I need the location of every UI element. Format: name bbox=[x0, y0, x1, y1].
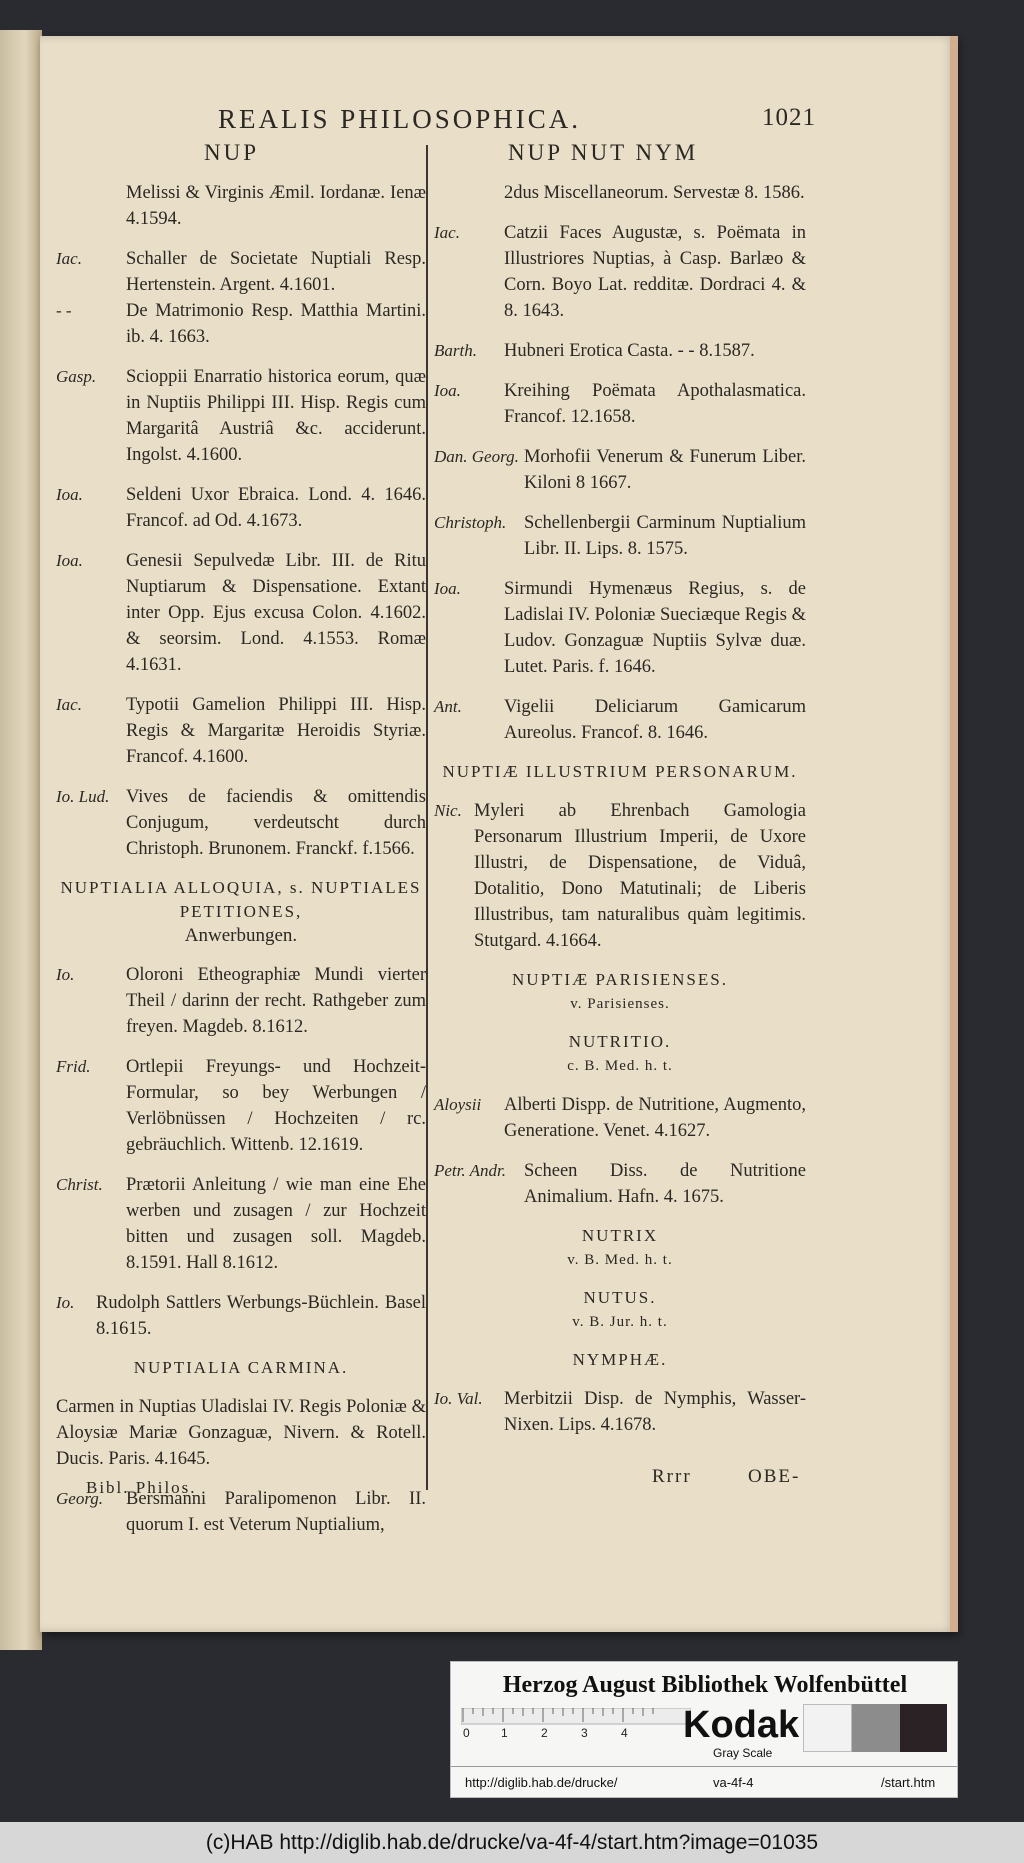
bib-entry bbox=[56, 1054, 426, 1158]
swatch-white bbox=[803, 1704, 852, 1752]
entry-author-prefix: Christoph. bbox=[434, 513, 507, 532]
entry-author-prefix: Ioa. bbox=[56, 551, 83, 570]
ruler-label: 4 bbox=[621, 1726, 628, 1738]
entry-author-prefix: Ant. bbox=[434, 697, 462, 716]
bib-entry bbox=[56, 364, 426, 468]
card-url-bar bbox=[451, 1766, 957, 1797]
entry-author-prefix: Ioa. bbox=[56, 485, 83, 504]
section-heading bbox=[434, 968, 806, 1016]
entry-author-prefix: Dan. Georg. bbox=[434, 447, 519, 466]
entry-text: Scioppii Enarratio historica eorum, quæ in Nuptiis Philippi III. Hisp. Regis cum Margaritâ Austriâ &c. acciderunt. Ingolst. 4.1600. bbox=[126, 367, 426, 465]
ruler-scale bbox=[461, 1708, 691, 1738]
page-number: 1021 bbox=[762, 104, 816, 131]
section-heading bbox=[434, 1224, 806, 1272]
section-heading-title: NUPTIALIA ALLOQUIA, s. NUPTIALES PETITIONES, bbox=[60, 878, 422, 921]
entry-text: Oloroni Etheographiæ Mundi vierter Theil / darinn der recht. Rathgeber zum freyen. Magdeb. 8.1612. bbox=[126, 965, 426, 1037]
url-shelfmark: va-4f-4 bbox=[713, 1775, 754, 1790]
url-base: http://diglib.hab.de/drucke/ bbox=[465, 1775, 618, 1790]
entry-author-prefix bbox=[56, 180, 126, 232]
bib-entry bbox=[434, 1092, 806, 1144]
section-heading-title: NUTRITIO. bbox=[568, 1032, 672, 1051]
section-heading-title: NUPTIÆ ILLUSTRIUM PERSONARUM. bbox=[442, 762, 798, 781]
entry-text: Genesii Sepulvedæ Libr. III. de Ritu Nuptiarum & Dispensatione. Extant inter Opp. Ejus excusa Colon. 4.1602. & seorsim. Lond. 4.1553. Romæ 4.1631. bbox=[126, 551, 426, 675]
column-runner-right: NUP NUT NYM bbox=[508, 140, 699, 165]
entry-text: Hubneri Erotica Casta. - - 8.1587. bbox=[504, 341, 755, 361]
signature-mark: Rrrr bbox=[652, 1466, 692, 1487]
entry-text: Prætorii Anleitung / wie man eine Ehe werben und zusagen / zur Hochzeit bitten und zusagen soll. Magdeb. 8.1591. Hall 8.1612. bbox=[126, 1175, 426, 1273]
entry-author-prefix: Ioa. bbox=[434, 579, 461, 598]
entry-text: Ortlepii Freyungs- und Hochzeit-Formular, so bey Werbungen / Verlöbnüssen / Hochzeiten / rc. gebräuchlich. Wittenb. 12.1619. bbox=[126, 1057, 426, 1155]
entry-author-prefix: Io. bbox=[56, 1293, 75, 1312]
bib-entry bbox=[434, 220, 806, 324]
bib-entry bbox=[434, 798, 806, 954]
entry-author-prefix: Iac. bbox=[56, 249, 82, 268]
entry-author-prefix: Gasp. bbox=[56, 367, 97, 386]
bib-entry bbox=[434, 338, 806, 364]
column-runner-left: NUP bbox=[204, 140, 260, 165]
entry-author-prefix: Iac. bbox=[434, 223, 460, 242]
entry-author-prefix: Io. Val. bbox=[434, 1389, 483, 1408]
section-heading-title: NUTRIX bbox=[581, 1226, 659, 1245]
gray-scale-label: Gray Scale bbox=[713, 1746, 773, 1760]
bib-entry bbox=[434, 378, 806, 430]
entry-author-prefix: Aloysii bbox=[434, 1095, 482, 1114]
section-heading bbox=[56, 876, 426, 948]
facing-page-edge bbox=[0, 30, 42, 1650]
entry-text: Alberti Dispp. de Nutritione, Augmento, Generatione. Venet. 4.1627. bbox=[504, 1095, 806, 1141]
section-heading bbox=[434, 1030, 806, 1078]
entry-text: Bersmanni Paralipomenon Libr. II. quorum I. est Veterum Nuptialium, bbox=[126, 1489, 426, 1535]
custos-bibl-philos: Bibl. Philos. bbox=[86, 1478, 197, 1497]
section-heading bbox=[434, 760, 806, 784]
library-name: Herzog August Bibliothek Wolfenbüttel bbox=[502, 1672, 908, 1698]
bib-entry bbox=[56, 1172, 426, 1276]
entry-author-prefix: Io. bbox=[56, 965, 75, 984]
kodak-logo: Kodak bbox=[683, 1704, 800, 1746]
entry-author-prefix: Nic. bbox=[434, 801, 462, 820]
section-heading-title: NUPTIÆ PARISIENSES. bbox=[512, 970, 728, 989]
entry-author-prefix: Barth. bbox=[434, 341, 477, 360]
ruler-label: 3 bbox=[581, 1726, 588, 1738]
entry-text: Morhofii Venerum & Funerum Liber. Kiloni 8 1667. bbox=[524, 447, 806, 493]
left-column bbox=[56, 180, 426, 1552]
entry-text: Scheen Diss. de Nutritione Animalium. Hafn. 4. 1675. bbox=[524, 1161, 806, 1207]
section-heading-title: NUTUS. bbox=[583, 1288, 657, 1307]
bib-entry bbox=[434, 1158, 806, 1210]
bib-entry bbox=[434, 510, 806, 562]
entry-text: Typotii Gamelion Philippi III. Hisp. Regis & Margaritæ Heroidis Styriæ. Francof. 4.1600. bbox=[126, 695, 426, 767]
bib-entry bbox=[56, 180, 426, 232]
entry-text: Seldeni Uxor Ebraica. Lond. 4. 1646. Francof. ad Od. 4.1673. bbox=[126, 485, 426, 531]
section-heading-sub: v. B. Med. h. t. bbox=[567, 1252, 673, 1268]
entry-author-prefix: Georg. bbox=[56, 1489, 104, 1508]
bib-entry-text: Carmen in Nuptias Uladislai IV. Regis Poloniæ & Aloysiæ Mariæ Gonzaguæ, Nivern. & Rotell. Ducis. Paris. 4.1645. bbox=[56, 1397, 426, 1469]
copyright-url-footer: (c)HAB http://diglib.hab.de/drucke/va-4f-4/start.htm?image=01035 bbox=[0, 1822, 1024, 1863]
section-heading bbox=[56, 1356, 426, 1380]
bib-entry bbox=[434, 1386, 806, 1438]
catchword: OBE- bbox=[748, 1466, 801, 1487]
section-heading-sub: Anwerbungen. bbox=[184, 925, 298, 946]
entry-text: Vives de faciendis & omittendis Conjugum, verdeutscht durch Christoph. Brunonem. Franckf. f.1566. bbox=[126, 787, 426, 859]
entry-text: Kreihing Poëmata Apothalasmatica. Francof. 12.1658. bbox=[504, 381, 806, 427]
bib-entry bbox=[56, 784, 426, 862]
swatch-black bbox=[900, 1704, 947, 1752]
running-head-title: REALIS PHILOSOPHICA. bbox=[218, 104, 582, 134]
entry-text: Myleri ab Ehrenbach Gamologia Personarum Illustrium Imperii, de Uxore Illustri, de Dispensatione, de Viduâ, Dotalitio, Dono Matutinali; de Liberis Illustribus, tam naturalibus quàm legitimis. Stutgard. 4.1664. bbox=[474, 801, 806, 951]
entry-author-prefix: Ioa. bbox=[434, 381, 461, 400]
library-color-card bbox=[450, 1661, 958, 1798]
ruler-label: 2 bbox=[541, 1726, 548, 1738]
section-heading-sub: v. Parisienses. bbox=[570, 996, 670, 1012]
bib-entry bbox=[56, 692, 426, 770]
bib-entry bbox=[434, 694, 806, 746]
ruler-label: 1 bbox=[501, 1726, 508, 1738]
entry-author-prefix: Christ. bbox=[56, 1175, 103, 1194]
section-heading-title: NYMPHÆ. bbox=[572, 1350, 668, 1369]
entry-text: Melissi & Virginis Æmil. Iordanæ. Ienæ 4.1594. bbox=[126, 183, 426, 229]
section-heading bbox=[434, 1286, 806, 1334]
entry-author-prefix: Petr. Andr. bbox=[434, 1161, 506, 1180]
entry-text: Schellenbergii Carminum Nuptialium Libr. II. Lips. 8. 1575. bbox=[524, 513, 806, 559]
bib-entry-continuation: 2dus Miscellaneorum. Servestæ 8. 1586. bbox=[504, 183, 805, 203]
section-heading-sub: v. B. Jur. h. t. bbox=[572, 1314, 668, 1330]
bib-entry bbox=[56, 962, 426, 1040]
entry-text: Catzii Faces Augustæ, s. Poëmata in Illustriores Nuptias, à Casp. Barlæo & Corn. Boyo Lat. redditæ. Dordraci 4. & 8. 1643. bbox=[504, 223, 806, 321]
gray-swatches bbox=[803, 1704, 947, 1752]
bib-entry bbox=[56, 548, 426, 678]
entry-author-prefix: Io. Lud. bbox=[56, 787, 110, 806]
section-heading-title: NUPTIALIA CARMINA. bbox=[133, 1358, 349, 1377]
url-file: /start.htm bbox=[881, 1775, 936, 1790]
entry-text: Merbitzii Disp. de Nymphis, Wasser-Nixen. Lips. 4.1678. bbox=[504, 1389, 806, 1435]
bib-entry bbox=[434, 576, 806, 680]
section-heading bbox=[434, 1348, 806, 1372]
right-column bbox=[434, 180, 806, 1452]
swatch-gray bbox=[852, 1704, 899, 1752]
entry-text: Schaller de Societate Nuptiali Resp. Hertenstein. Argent. 4.1601. bbox=[126, 249, 426, 295]
section-heading-sub: c. B. Med. h. t. bbox=[567, 1058, 673, 1074]
entry-text: Vigelii Deliciarum Gamicarum Aureolus. Francof. 8. 1646. bbox=[504, 697, 806, 743]
column-rule bbox=[426, 145, 428, 1490]
page-fore-edge bbox=[950, 36, 958, 1632]
entry-text: Sirmundi Hymenæus Regius, s. de Ladislai IV. Poloniæ Sueciæque Regis & Ludov. Gonzaguæ Nuptiis Sylvæ duæ. Lutet. Paris. f. 1646. bbox=[504, 579, 806, 677]
bib-entry bbox=[56, 1290, 426, 1342]
bib-entry bbox=[434, 444, 806, 496]
ruler-label: 0 bbox=[463, 1726, 470, 1738]
entry-author-prefix: - - bbox=[56, 301, 72, 320]
bib-entry bbox=[56, 298, 426, 350]
bib-entry bbox=[56, 482, 426, 534]
entry-author-prefix: Iac. bbox=[56, 695, 82, 714]
entry-text: Rudolph Sattlers Werbungs-Büchlein. Basel 8.1615. bbox=[96, 1293, 426, 1339]
bib-entry bbox=[56, 246, 426, 298]
entry-text: De Matrimonio Resp. Matthia Martini. ib. 4. 1663. bbox=[126, 301, 426, 347]
entry-author-prefix: Frid. bbox=[56, 1057, 91, 1076]
